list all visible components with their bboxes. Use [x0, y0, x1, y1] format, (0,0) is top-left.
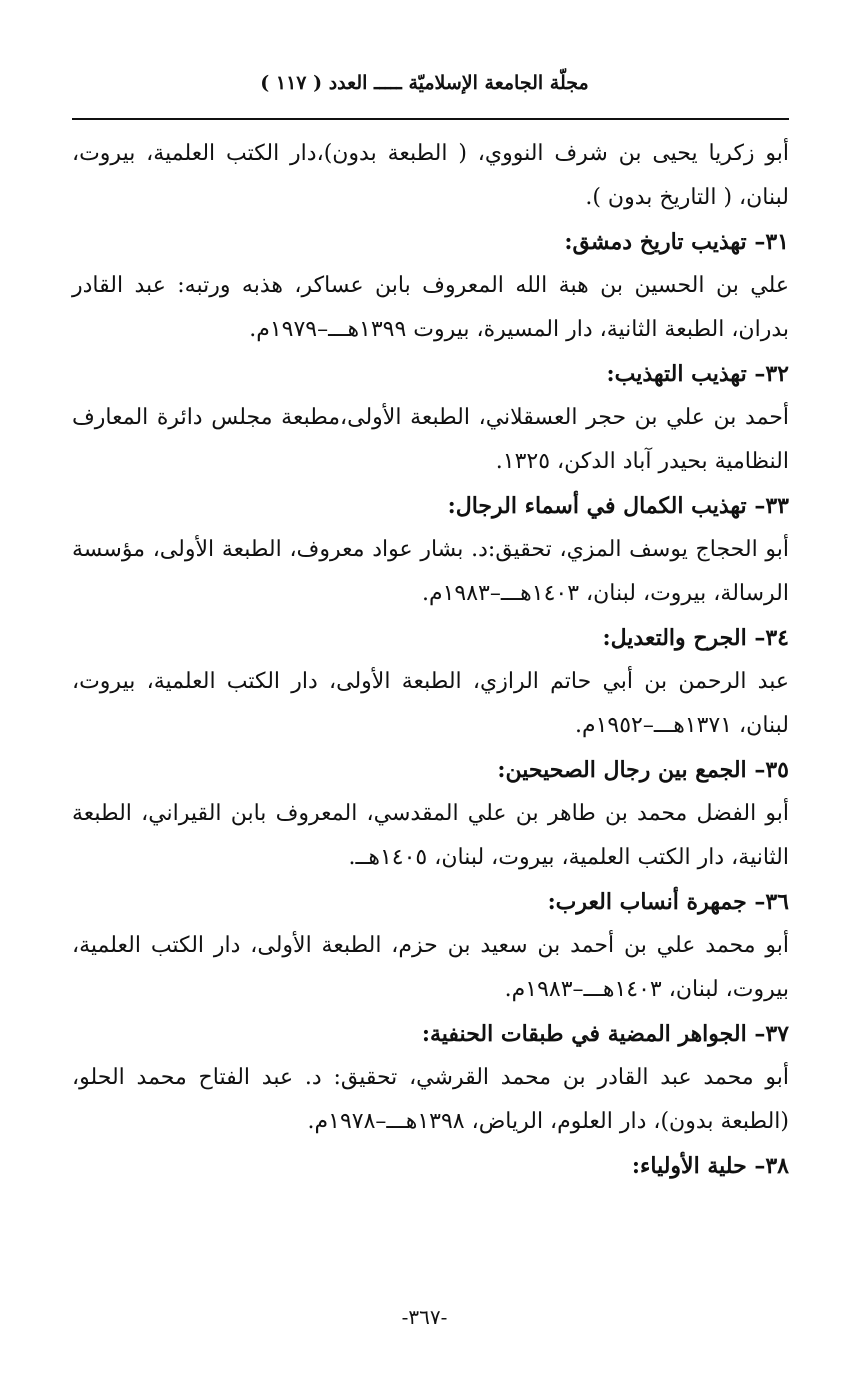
entry-number: ٣٦– — [754, 889, 789, 915]
entry-number: ٣١– — [754, 229, 789, 255]
entry-heading — [72, 1144, 789, 1188]
entry-number: ٣٨– — [754, 1153, 789, 1179]
bibliography-entry-31 — [72, 220, 789, 352]
entry-heading — [72, 352, 789, 396]
entry-title: الجمع بين رجال الصحيحين: — [497, 757, 747, 783]
bibliography-entry-34 — [72, 616, 789, 748]
bibliography-content — [72, 132, 789, 1188]
bibliography-entry-35 — [72, 748, 789, 880]
bibliography-entry-33 — [72, 484, 789, 616]
entry-number: ٣٧– — [754, 1021, 789, 1047]
entry-heading — [72, 484, 789, 528]
page-number: -٣٦٧- — [401, 1305, 448, 1329]
entry-body: علي بن الحسين بن هبة الله المعروف بابن عساكر، هذبه ورتبه: عبد القادر بدران، الطبعة الثانية، دار المسيرة، بيروت ١٣٩٩هـــ–١٩٧٩م. — [72, 273, 789, 342]
entry-title: الجرح والتعديل: — [602, 625, 747, 651]
entry-body: أبو الفضل محمد بن طاهر بن علي المقدسي، المعروف بابن القيراني، الطبعة الثانية، دار الكتب العلمية، بيروت، لبنان، ١٤٠٥هــ. — [72, 801, 789, 870]
entry-heading — [72, 220, 789, 264]
bibliography-entry-37 — [72, 1012, 789, 1144]
entry-heading — [72, 1012, 789, 1056]
entry-title: الجواهر المضية في طبقات الحنفية: — [421, 1021, 747, 1047]
entry-heading — [72, 880, 789, 924]
running-header: مجلّة الجامعة الإسلاميّة ـــــ العدد ( ١١٧ ) — [260, 72, 589, 94]
bibliography-entry-38 — [72, 1144, 789, 1188]
entry-body: أحمد بن علي بن حجر العسقلاني، الطبعة الأولى،مطبعة مجلس دائرة المعارف النظامية بحيدر آباد الدكن، ١٣٢٥. — [72, 405, 789, 474]
continuation-paragraph: أبو زكريا يحيى بن شرف النووي، ( الطبعة بدون)،دار الكتب العلمية، بيروت، لبنان، ( التاريخ بدون ). — [72, 141, 789, 210]
entry-body: أبو الحجاج يوسف المزي، تحقيق:د. بشار عواد معروف، الطبعة الأولى، مؤسسة الرسالة، بيروت، لبنان، ١٤٠٣هـــ–١٩٨٣م. — [72, 537, 789, 606]
entry-number: ٣٢– — [754, 361, 789, 387]
entry-title: تهذيب الكمال في أسماء الرجال: — [447, 493, 747, 519]
bibliography-entry-36 — [72, 880, 789, 1012]
entry-number: ٣٤– — [754, 625, 789, 651]
entry-title: جمهرة أنساب العرب: — [547, 889, 747, 915]
entry-title: حلية الأولياء: — [631, 1153, 747, 1179]
entry-body: عبد الرحمن بن أبي حاتم الرازي، الطبعة الأولى، دار الكتب العلمية، بيروت، لبنان، ١٣٧١هـــ–١٩٥٢م. — [72, 669, 789, 738]
entry-number: ٣٥– — [754, 757, 789, 783]
entry-number: ٣٣– — [754, 493, 789, 519]
entry-title: تهذيب تاريخ دمشق: — [564, 229, 747, 255]
entry-heading — [72, 748, 789, 792]
entry-body: أبو محمد علي بن أحمد بن سعيد بن حزم، الطبعة الأولى، دار الكتب العلمية، بيروت، لبنان، ١٤٠٣هـــ–١٩٨٣م. — [72, 933, 789, 1002]
entry-title: تهذيب التهذيب: — [606, 361, 747, 387]
entry-heading — [72, 616, 789, 660]
entry-body: أبو محمد عبد القادر بن محمد القرشي، تحقيق: د. عبد الفتاح محمد الحلو، (الطبعة بدون)، دار العلوم، الرياض، ١٣٩٨هـــ–١٩٧٨م. — [72, 1065, 789, 1134]
header-rule — [72, 118, 789, 120]
bibliography-entry-32 — [72, 352, 789, 484]
